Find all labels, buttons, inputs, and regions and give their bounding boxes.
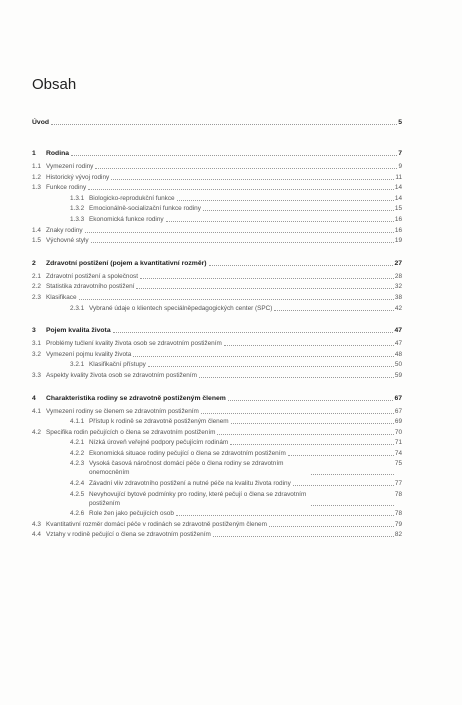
item-number: 4.2.2	[70, 449, 85, 457]
item-title: Přístup k rodině se zdravotně postiženým členem	[89, 418, 229, 426]
toc-page: 28	[394, 272, 402, 280]
toc-item[interactable]	[32, 371, 402, 380]
item-number: 2.1	[32, 272, 41, 280]
item-title: Vybrané údaje o klientech speciálněpedagogických center (SPC)	[89, 304, 273, 312]
toc-chapter[interactable]	[32, 326, 402, 335]
leader-dots	[199, 377, 394, 378]
leader-dots	[166, 221, 394, 222]
item-number: 1.5	[32, 237, 41, 245]
item-title: Historický vývoj rodiny	[46, 173, 110, 181]
item-title: Statistika zdravotního postižení	[46, 283, 135, 291]
toc-page: 70	[394, 428, 402, 436]
item-title: Vztahy v rodině pečující o člena se zdravotním postižením	[46, 531, 211, 539]
item-number: 1.4	[32, 226, 41, 234]
toc-item[interactable]	[32, 428, 402, 437]
leader-dots	[51, 124, 397, 125]
item-number: 2.2	[32, 283, 41, 291]
toc-page: 59	[394, 371, 402, 379]
toc-page: 67	[394, 407, 402, 415]
toc-page: 15	[394, 205, 402, 213]
toc-item[interactable]	[32, 173, 402, 182]
item-title: Znaky rodiny	[46, 226, 83, 234]
toc-item[interactable]	[32, 350, 402, 359]
item-title: Kvantitativní rozměr domácí péče v rodinách se zdravotně postiženým členem	[46, 520, 267, 528]
chapter-spacer	[32, 382, 402, 394]
item-title: Funkce rodiny	[46, 184, 87, 192]
toc-page: 67	[394, 394, 402, 402]
item-number: 1.1	[32, 163, 41, 170]
item-number: 4.2.6	[70, 510, 85, 518]
toc-item[interactable]	[32, 204, 402, 213]
toc-item[interactable]	[32, 479, 402, 488]
item-title: Ekonomická situace rodiny pečující o člena se zdravotním postižením	[89, 449, 286, 457]
toc-label: Úvod	[32, 119, 49, 126]
toc-item[interactable]	[32, 360, 402, 369]
toc-page: 75	[394, 460, 402, 468]
item-title: Biologicko-reprodukční funkce	[89, 194, 175, 202]
toc-page: 19	[394, 237, 402, 245]
item-number: 4.2.5	[70, 490, 85, 498]
leader-dots	[203, 210, 394, 211]
chapter-spacer	[32, 314, 402, 326]
toc-item[interactable]	[32, 236, 402, 245]
toc-item[interactable]	[32, 490, 402, 508]
leader-dots	[79, 299, 394, 300]
item-title: Vymezení rodiny	[46, 163, 94, 170]
leader-dots	[177, 200, 394, 201]
item-number: 4.1	[32, 407, 41, 415]
leader-dots	[95, 168, 397, 169]
item-number: 3.3	[32, 371, 41, 379]
leader-dots	[231, 423, 394, 424]
chapter-number: 2	[32, 259, 36, 267]
toc-item[interactable]	[32, 438, 402, 447]
toc-page: 32	[394, 283, 402, 291]
item-number: 4.1.1	[70, 418, 85, 426]
toc-page: 11	[395, 173, 402, 181]
leader-dots	[293, 485, 394, 486]
toc-item[interactable]	[32, 520, 402, 529]
toc-item[interactable]	[32, 407, 402, 416]
item-number: 4.3	[32, 520, 41, 528]
item-number: 2.3	[32, 293, 41, 301]
leader-dots	[288, 455, 394, 456]
toc-page: 77	[394, 480, 402, 488]
item-number: 3.2.1	[70, 361, 85, 369]
item-number: 4.2	[32, 428, 41, 436]
leader-dots	[311, 474, 394, 475]
item-title: Role žen jako pečujících osob	[89, 510, 174, 518]
toc-page: 47	[394, 327, 402, 335]
chapter-number: 4	[32, 394, 36, 402]
item-number: 1.3	[32, 184, 41, 192]
leader-dots	[88, 189, 394, 190]
toc-page: 42	[394, 304, 402, 312]
item-title: Klasifikační přístupy	[89, 361, 146, 369]
leader-dots	[228, 400, 394, 401]
leader-dots	[85, 232, 394, 233]
item-title: Aspekty kvality života osob se zdravotním postižením	[46, 371, 197, 379]
item-number: 3.1	[32, 340, 41, 348]
item-title: Zdravotní postižení a společnost	[46, 272, 139, 280]
item-title: Vymezení pojmu kvality života	[46, 350, 132, 358]
leader-dots	[140, 278, 394, 279]
toc-page: 71	[394, 439, 402, 447]
toc-item[interactable]	[32, 293, 402, 302]
item-title: Vymezení rodiny se členem se zdravotním postižením	[46, 407, 199, 415]
toc-item[interactable]	[32, 183, 402, 192]
toc-item[interactable]	[32, 304, 402, 313]
item-title: Klasifikace	[46, 293, 77, 301]
toc-page: 79	[394, 520, 402, 528]
item-title: Problémy tučlení kvality života osob se zdravotním postižením	[46, 340, 222, 348]
toc-page: 74	[394, 449, 402, 457]
leader-dots	[224, 345, 394, 346]
leader-dots	[274, 310, 393, 311]
toc-item[interactable]	[32, 339, 402, 348]
toc-page: 9	[398, 163, 402, 170]
toc-chapter[interactable]	[32, 259, 402, 268]
leader-dots	[133, 356, 394, 357]
toc-item[interactable]	[32, 226, 402, 235]
item-number: 4.4	[32, 531, 41, 539]
toc-item[interactable]	[32, 272, 402, 281]
toc-chapter[interactable]	[32, 394, 402, 403]
item-title: Výchovné styly	[46, 237, 89, 245]
leader-dots	[91, 242, 394, 243]
leader-dots	[209, 265, 394, 266]
toc-item[interactable]	[32, 509, 402, 518]
chapter-number: 3	[32, 327, 36, 335]
leader-dots	[113, 332, 394, 333]
item-number: 1.3.3	[70, 215, 85, 223]
leader-dots	[136, 288, 393, 289]
item-title: Vysoká časová náročnost domácí péče o člena rodiny se zdravotním onemocněním	[89, 460, 284, 477]
item-title: Závadní vliv zdravotního postižení a nutné péče na kvalitu života rodiny	[89, 480, 291, 488]
toc-item[interactable]	[32, 417, 402, 426]
chapter-spacer	[32, 541, 402, 553]
toc-page: 27	[394, 259, 402, 267]
toc-page: 5	[398, 119, 402, 126]
chapter-title: Pojem kvalita života	[46, 327, 111, 335]
toc-page: 16	[394, 226, 402, 234]
item-number: 2.3.1	[70, 304, 85, 312]
chapter-title: Charakteristika rodiny se zdravotně postiženým členem	[46, 394, 226, 402]
item-title: Emocionálně-socializační funkce rodiny	[89, 205, 201, 213]
item-title: Specifika rodin pečujících o člena se zdravotním postižením	[46, 428, 216, 436]
toc-item[interactable]	[32, 194, 402, 203]
item-title: Nevyhovující bytové podmínky pro rodiny, které pečují o člena se zdravotním postižením	[89, 490, 307, 507]
toc-item[interactable]	[32, 459, 402, 477]
chapter-number: 1	[32, 150, 36, 157]
leader-dots	[230, 444, 394, 445]
toc-page: 50	[394, 361, 402, 369]
leader-dots	[217, 434, 393, 435]
item-number: 4.2.3	[70, 460, 85, 468]
toc-intro[interactable]	[32, 118, 402, 127]
toc-page: 16	[394, 215, 402, 223]
leader-dots	[148, 366, 394, 367]
toc-item[interactable]	[32, 215, 402, 224]
toc-page: 7	[398, 150, 402, 157]
table-of-contents	[32, 118, 402, 553]
toc-page: 14	[394, 184, 402, 192]
chapter-spacer	[32, 247, 402, 259]
toc-chapter[interactable]	[32, 149, 402, 158]
page-title: Obsah	[32, 76, 77, 93]
item-number: 1.3.1	[70, 194, 85, 202]
toc-page: 14	[394, 194, 402, 202]
chapter-title: Zdravotní postižení (pojem a kvantitativní rozměr)	[46, 259, 207, 267]
item-number: 4.2.1	[70, 439, 85, 447]
item-title: Ekonomická funkce rodiny	[89, 215, 164, 223]
leader-dots	[213, 536, 394, 537]
toc-item[interactable]	[32, 530, 402, 539]
item-number: 4.2.4	[70, 480, 85, 488]
item-number: 1.3.2	[70, 205, 85, 213]
leader-dots	[176, 515, 394, 516]
toc-page: 47	[394, 340, 402, 348]
leader-dots	[201, 413, 394, 414]
toc-page: 82	[394, 531, 402, 539]
item-title: Nízká úroveň veřejné podpory pečujícím rodinám	[89, 439, 229, 447]
toc-item[interactable]	[32, 282, 402, 291]
toc-page: 78	[394, 490, 402, 498]
toc-item[interactable]	[32, 449, 402, 458]
toc-page: 38	[394, 293, 402, 301]
item-number: 3.2	[32, 350, 41, 358]
chapter-title: Rodina	[46, 150, 70, 157]
leader-dots	[269, 526, 394, 527]
leader-dots	[111, 179, 394, 180]
leader-dots	[71, 155, 397, 156]
item-number: 1.2	[32, 173, 41, 181]
toc-page: 69	[394, 418, 402, 426]
leader-dots	[311, 505, 394, 506]
toc-page: 48	[394, 350, 402, 358]
toc-page: 78	[394, 510, 402, 518]
toc-item[interactable]	[32, 162, 402, 171]
